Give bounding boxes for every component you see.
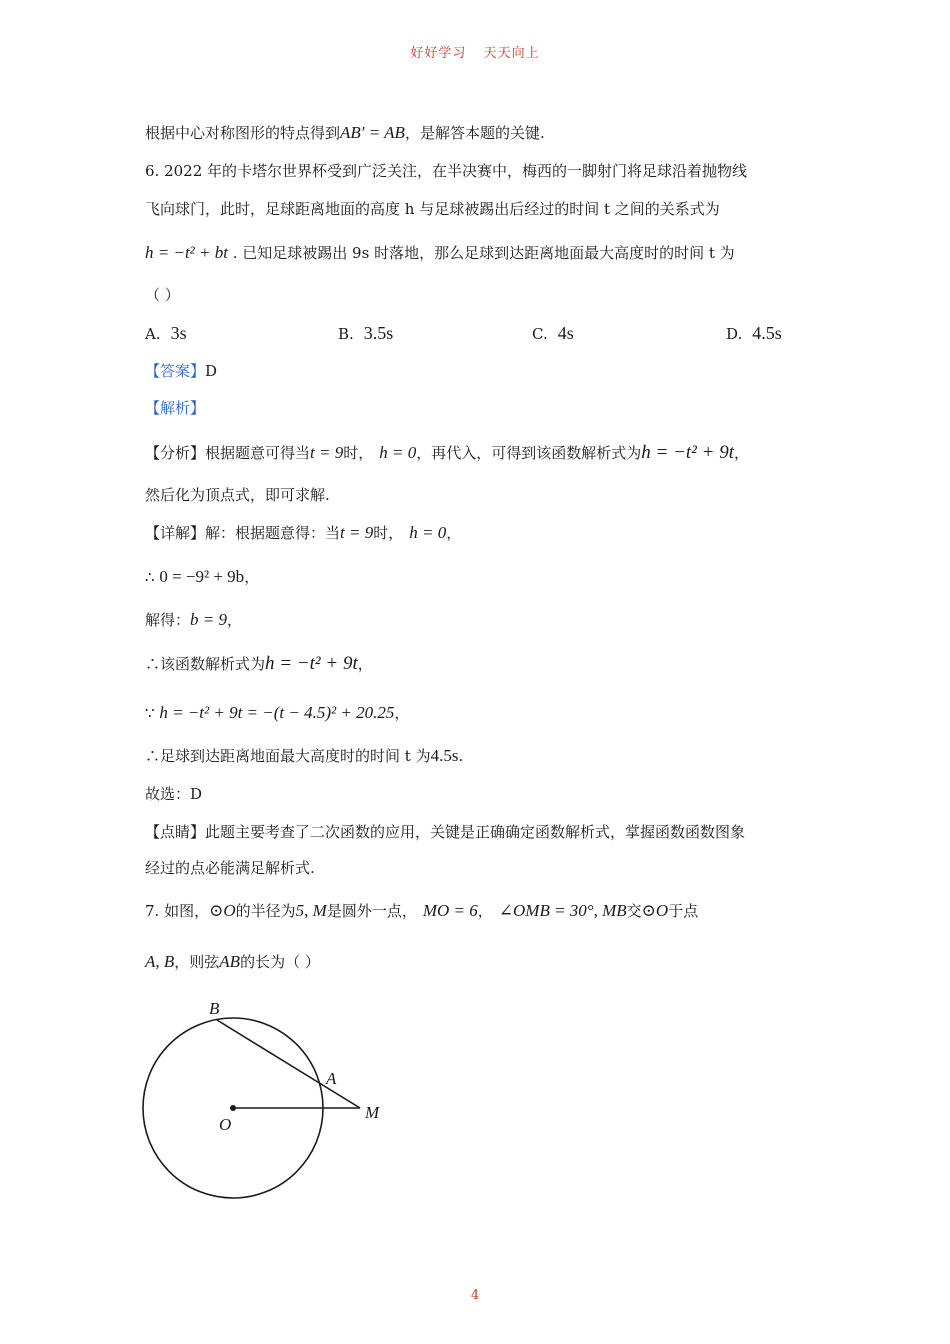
- option-value: 4s: [557, 323, 574, 343]
- step5-math: 4.5s: [430, 746, 459, 765]
- header-left: 好好学习: [410, 46, 467, 61]
- q7-text-f: 于点: [668, 902, 699, 920]
- center-point: [230, 1105, 236, 1111]
- step4-math: h = −t² + 9t = −(t − 4.5)² + 20.25: [159, 703, 395, 722]
- step3-text: ∴该函数解析式为: [145, 655, 266, 673]
- q7-text-b: 的半径为: [235, 902, 296, 920]
- fenxi-math-1: t = 9: [310, 443, 344, 462]
- q6-brackets: （ ）: [145, 286, 180, 304]
- label-m: M: [365, 1103, 380, 1122]
- q7-math-4: ∠OMB = 30°, MB: [498, 901, 627, 920]
- step1-math: 0 = −9² + 9b: [159, 567, 245, 586]
- step4-end: ，: [394, 704, 410, 722]
- fenxi-math-3: h = −t² + 9t: [641, 442, 734, 463]
- step2-text: 解得：: [145, 611, 191, 629]
- xiangjie-math-1: t = 9: [340, 523, 374, 542]
- q7-line2-math-1: A, B: [145, 952, 175, 971]
- label-b: B: [209, 999, 220, 1018]
- xiangjie-tag: 【详解】: [145, 524, 206, 542]
- step2-end: ，: [227, 611, 243, 629]
- q6-option-b: [338, 322, 393, 345]
- dianjing-line2: 经过的点必能满足解析式.: [145, 859, 315, 877]
- q7-math-3: MO = 6: [422, 901, 478, 920]
- xiangjie-line: [145, 522, 461, 544]
- page-header: [0, 42, 950, 61]
- intro-line: [145, 122, 545, 144]
- q7-text-a: 7. 如图，: [145, 902, 210, 920]
- q7-line2-math-2: AB: [219, 952, 241, 971]
- fenxi-line: [145, 442, 749, 464]
- option-label: A.: [145, 325, 161, 343]
- because-symbol: ∵: [145, 704, 155, 722]
- fenxi-text-d: ，: [733, 444, 749, 462]
- step2-math: b = 9: [190, 610, 227, 629]
- dianjing-tag: 【点睛】: [145, 823, 206, 841]
- q7-math-1: ⊙O: [209, 901, 236, 920]
- answer-tag: 【答案】: [145, 362, 206, 380]
- q7-line1: [145, 900, 698, 922]
- q6-line3: [145, 242, 735, 264]
- step4-line: [145, 702, 409, 724]
- option-label: D.: [726, 325, 743, 343]
- fenxi-math-2: h = 0: [379, 443, 417, 462]
- q7-line2-text-b: 的长为（ ）: [240, 953, 320, 971]
- option-value: 3.5s: [363, 323, 394, 343]
- fenxi-text-b: 时，: [343, 444, 374, 462]
- option-value: 4.5s: [752, 323, 782, 343]
- dianjing-line: [145, 821, 745, 843]
- step3-line: [145, 653, 373, 675]
- q6-option-a: [145, 322, 187, 345]
- xiangjie-text-c: ，: [446, 524, 462, 542]
- segment-bm: [217, 1020, 360, 1108]
- intro-math: AB′ = AB: [340, 123, 405, 142]
- step2-line: [145, 609, 242, 631]
- step3-end: ，: [357, 655, 373, 673]
- q7-text-e: 交: [626, 902, 642, 920]
- select-line: 故选：D: [145, 785, 203, 803]
- q6-formula: h = −t² + bt: [145, 243, 228, 262]
- q6-option-c: [532, 322, 574, 345]
- option-value: 3s: [170, 323, 187, 343]
- step1-line: [145, 566, 259, 588]
- dianjing-text: 此题主要考查了二次函数的应用，关键是正确确定函数解析式，掌握函数函数图象: [205, 823, 746, 841]
- option-label: B.: [338, 325, 354, 343]
- q6-line1: 6. 2022 年的卡塔尔世界杯受到广泛关注，在半决赛中，梅西的一脚射门将足球沿着抛物线: [145, 162, 748, 180]
- q6-line3-text: . 已知足球被踢出 9s 时落地，那么足球到达距离地面最大高度时的时间 t 为: [232, 244, 735, 262]
- q7-math-2: 5, M: [295, 901, 327, 920]
- header-right: 天天向上: [483, 46, 540, 61]
- circle-figure: [130, 990, 400, 1210]
- q7-text-d: ，: [477, 902, 493, 920]
- xiangjie-text-b: 时，: [373, 524, 404, 542]
- label-o: O: [219, 1115, 232, 1134]
- analysis-line: [145, 397, 205, 419]
- xiangjie-text-a: 解：根据题意得：当: [205, 524, 341, 542]
- q7-math-5: ⊙O: [641, 901, 669, 920]
- page-number: 4: [470, 1288, 480, 1303]
- answer-line: [145, 360, 217, 382]
- xiangjie-math-2: h = 0: [409, 523, 447, 542]
- q7-text-c: 是圆外一点，: [326, 902, 417, 920]
- fenxi-line2: 然后化为顶点式，即可求解.: [145, 486, 330, 504]
- intro-prefix: 根据中心对称图形的特点得到: [145, 124, 341, 142]
- therefore-symbol: ∴: [145, 568, 155, 586]
- step3-math: h = −t² + 9t: [265, 653, 358, 674]
- answer-value: D: [205, 362, 218, 380]
- step5-text: ∴足球到达距离地面最大高度时的时间 t 为: [145, 747, 431, 765]
- label-a: A: [326, 1069, 337, 1088]
- q7-line2: [145, 951, 320, 973]
- fenxi-text-c: ，再代入，可得到该函数解析式为: [416, 444, 642, 462]
- fenxi-tag: 【分析】: [145, 444, 206, 462]
- step1-end: ，: [244, 568, 260, 586]
- q7-line2-text-a: ，则弦: [174, 953, 220, 971]
- intro-suffix: ，是解答本题的关键.: [404, 124, 545, 142]
- q6-line2: 飞向球门，此时，足球距离地面的高度 h 与足球被踢出后经过的时间 t 之间的关系式为: [145, 200, 720, 218]
- option-label: C.: [532, 325, 548, 343]
- step5-line: [145, 745, 463, 767]
- q6-option-d: [726, 322, 782, 345]
- fenxi-text-a: 根据题意可得当: [205, 444, 311, 462]
- analysis-tag: 【解析】: [145, 399, 206, 417]
- step5-end: .: [458, 747, 464, 765]
